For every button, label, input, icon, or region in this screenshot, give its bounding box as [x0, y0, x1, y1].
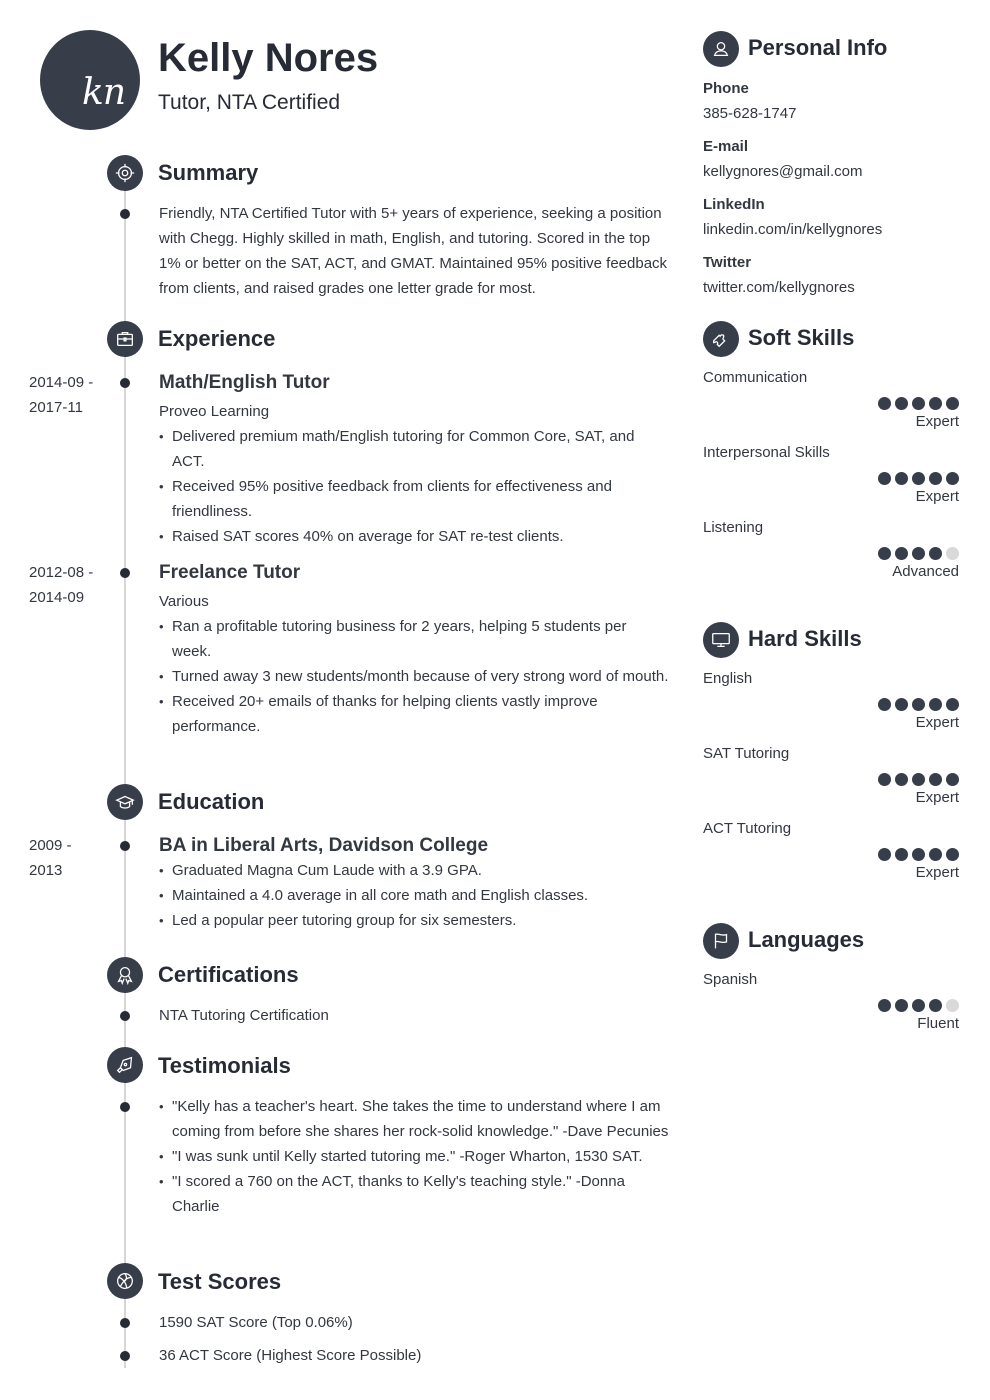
rating-dot-filled: [929, 698, 942, 711]
rating-dot-filled: [912, 472, 925, 485]
skill-rating: [703, 547, 959, 560]
language-item: Spanish Fluent: [703, 971, 959, 1032]
job-bullets: [159, 614, 669, 739]
timeline-dot: [120, 841, 130, 851]
ball-icon: [107, 1263, 143, 1299]
job-entry: [159, 560, 669, 739]
job-company: Proveo Learning: [159, 403, 270, 420]
test-score-item: 36 ACT Score (Highest Score Possible): [159, 1347, 422, 1364]
timeline-dot: [120, 378, 130, 388]
skill-rating: [703, 848, 959, 861]
phone-label: Phone: [703, 80, 749, 97]
user-icon: [703, 31, 739, 67]
candidate-title: Tutor, NTA Certified: [158, 91, 341, 114]
graduation-cap-icon: [107, 784, 143, 820]
education-bullet: • Maintained a 4.0 average in all core math and English classes.: [159, 883, 669, 908]
job-bullet: • Delivered premium math/English tutoring for Common Core, SAT, and ACT.: [159, 424, 669, 474]
language-rating: [703, 999, 959, 1012]
certification-item: NTA Tutoring Certification: [159, 1007, 329, 1024]
soft-skills-section: [703, 321, 959, 593]
section-title-hard-skills: Hard Skills: [748, 626, 862, 651]
rating-dot-filled: [878, 848, 891, 861]
rating-dot-filled: [895, 999, 908, 1012]
rating-dot-filled: [912, 397, 925, 410]
timeline-dot: [120, 1351, 130, 1361]
rating-dot-filled: [929, 397, 942, 410]
avatar: [40, 30, 140, 130]
rating-dot-filled: [878, 698, 891, 711]
job-date: 2012-08 - 2014-09: [29, 564, 94, 606]
phone-value: 385-628-1747: [703, 105, 797, 122]
twitter-value[interactable]: twitter.com/kellygnores: [703, 279, 855, 296]
job-date: 2014-09 - 2017-11: [29, 374, 94, 416]
testimonial: • "I scored a 760 on the ACT, thanks to Kelly's teaching style." -Donna Charlie: [159, 1169, 669, 1219]
section-title-languages: Languages: [748, 927, 865, 952]
rating-dot-filled: [878, 999, 891, 1012]
section-title-summary: Summary: [158, 160, 259, 185]
rating-dot-filled: [929, 547, 942, 560]
job-title: Freelance Tutor: [159, 562, 301, 583]
testimonials-list: [159, 1094, 669, 1219]
timeline-dot: [120, 568, 130, 578]
section-title-soft-skills: Soft Skills: [748, 325, 855, 350]
skill-item: Communication Expert: [703, 369, 959, 430]
test-score-item: 1590 SAT Score (Top 0.06%): [159, 1314, 353, 1331]
rating-dot-filled: [946, 773, 959, 786]
rating-dot-filled: [929, 773, 942, 786]
timeline-line: [124, 185, 126, 1368]
skill-item: English Expert: [703, 670, 959, 731]
job-bullets: [159, 424, 669, 549]
twitter-label: Twitter: [703, 254, 752, 271]
rating-dot-filled: [946, 397, 959, 410]
avatar-initials: kn: [82, 72, 125, 113]
rating-dot-filled: [912, 999, 925, 1012]
rating-dot-filled: [929, 472, 942, 485]
skill-item: Listening Advanced: [703, 519, 959, 580]
puzzle-icon: [703, 321, 739, 357]
section-title-certifications: Certifications: [158, 962, 299, 987]
rating-dot-filled: [912, 698, 925, 711]
award-ribbon-icon: [107, 957, 143, 993]
rating-dot-filled: [878, 547, 891, 560]
personal-info-section: [703, 31, 959, 311]
testimonial: • "I was sunk until Kelly started tutoring me." -Roger Wharton, 1530 SAT.: [159, 1144, 669, 1169]
rating-dot-filled: [929, 848, 942, 861]
target-icon: [107, 155, 143, 191]
rating-dot-filled: [878, 472, 891, 485]
rating-dot-filled: [895, 773, 908, 786]
skill-rating: [703, 698, 959, 711]
rating-dot-filled: [946, 848, 959, 861]
job-bullet: • Received 20+ emails of thanks for helping clients vastly improve performance.: [159, 689, 669, 739]
timeline-dot: [120, 1011, 130, 1021]
job-bullet: • Raised SAT scores 40% on average for SAT re-test clients.: [159, 524, 669, 549]
section-title-testimonials: Testimonials: [158, 1053, 291, 1078]
pen-nib-icon: [107, 1047, 143, 1083]
rating-dot-filled: [946, 472, 959, 485]
job-bullet: • Turned away 3 new students/month because of very strong word of mouth.: [159, 664, 669, 689]
rating-dot-filled: [895, 547, 908, 560]
briefcase-icon: [107, 321, 143, 357]
rating-dot-filled: [912, 547, 925, 560]
job-title: Math/English Tutor: [159, 372, 330, 393]
skill-rating: [703, 397, 959, 410]
timeline-dot: [120, 1318, 130, 1328]
education-bullet: • Led a popular peer tutoring group for six semesters.: [159, 908, 669, 933]
rating-dot-filled: [895, 848, 908, 861]
candidate-name: Kelly Nores: [158, 36, 379, 80]
section-title-education: Education: [158, 789, 265, 814]
rating-dot-filled: [878, 397, 891, 410]
rating-dot-filled: [946, 698, 959, 711]
education-date: 2009 - 2013: [29, 837, 72, 879]
job-company: Various: [159, 593, 209, 610]
rating-dot-filled: [895, 397, 908, 410]
rating-dot-filled: [895, 472, 908, 485]
skill-item: Interpersonal Skills Expert: [703, 444, 959, 505]
linkedin-label: LinkedIn: [703, 196, 765, 213]
rating-dot-filled: [929, 999, 942, 1012]
rating-dot-filled: [878, 773, 891, 786]
email-label: E-mail: [703, 138, 749, 155]
job-entry: [159, 370, 669, 549]
job-bullet: • Ran a profitable tutoring business for 2 years, helping 5 students per week.: [159, 614, 669, 664]
skill-item: ACT Tutoring Expert: [703, 820, 959, 881]
section-title-experience: Experience: [158, 326, 276, 351]
skill-rating: [703, 472, 959, 485]
summary-text: Friendly, NTA Certified Tutor with 5+ years of experience, seeking a position with Chegg. Highly skilled in math, English, and tutoring. Scored in the top 1% or better on the SAT, ACT, and GMAT. Maintained 95% positive feedback from clients, and raised grades one letter grade for most.: [159, 205, 668, 297]
skill-item: SAT Tutoring Expert: [703, 745, 959, 806]
education-bullet: • Graduated Magna Cum Laude with a 3.9 GPA.: [159, 858, 669, 883]
hard-skills-section: [703, 622, 959, 894]
skill-rating: [703, 773, 959, 786]
section-title-personal-info: Personal Info: [748, 35, 888, 60]
timeline-dot: [120, 209, 130, 219]
email-value[interactable]: kellygnores@gmail.com: [703, 163, 863, 180]
rating-dot-empty: [946, 547, 959, 560]
degree-title: BA in Liberal Arts, Davidson College: [159, 835, 489, 856]
rating-dot-filled: [895, 698, 908, 711]
linkedin-value[interactable]: linkedin.com/in/kellygnores: [703, 221, 883, 238]
timeline-dot: [120, 1102, 130, 1112]
flag-icon: [703, 923, 739, 959]
rating-dot-filled: [912, 773, 925, 786]
monitor-icon: [703, 622, 739, 658]
rating-dot-empty: [946, 999, 959, 1012]
education-bullets: [159, 858, 669, 933]
rating-dot-filled: [912, 848, 925, 861]
testimonial: • "Kelly has a teacher's heart. She takes the time to understand where I am coming from before she shares her rock-solid knowledge." -Dave Pecunies: [159, 1094, 669, 1144]
job-bullet: • Received 95% positive feedback from clients for effectiveness and friendliness.: [159, 474, 669, 524]
education-entry: [159, 833, 669, 933]
languages-section: [703, 923, 959, 1045]
section-title-test-scores: Test Scores: [158, 1269, 282, 1294]
